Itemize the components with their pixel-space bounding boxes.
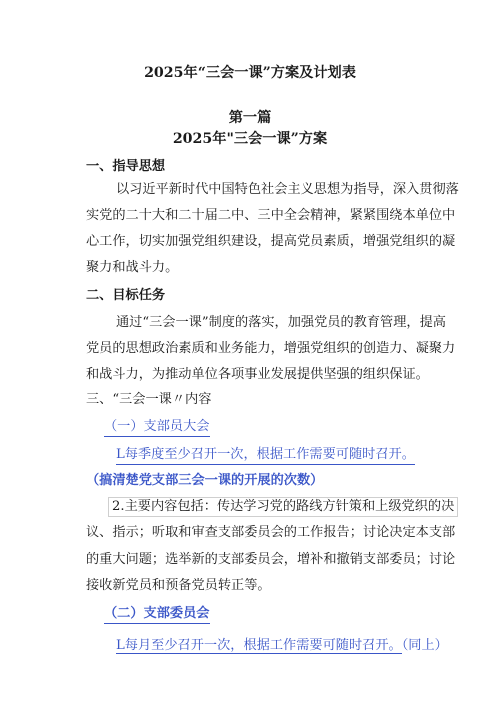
section1-line: 聚力和战斗力。	[86, 260, 179, 275]
sub1-item1: L每季度至少召开一次，根据工作需要可随时召开。	[116, 446, 415, 465]
part-title: 第一篇	[228, 110, 272, 126]
section1-line: 实党的二十大和二十届二中、三中全会精神，紧紧围绕本单位中	[86, 208, 456, 223]
sub2-title: （二）支部委员会	[104, 605, 210, 624]
sub1-title: （一）支部员大会	[104, 418, 210, 437]
section2-line: 和战斗力，为推动单位各项事业发展提供坚强的组织保证。	[86, 367, 429, 382]
section2-heading: 二、目标任务	[86, 288, 166, 303]
section2-line: 通过“三会一课”制度的落实，加强党员的教育管理，提高	[116, 315, 446, 330]
section1-heading: 一、指导思想	[86, 159, 166, 174]
sub1-item2-line: 的重大问题；选举新的支部委员会，增补和撤销支部委员；讨论	[86, 552, 456, 567]
sub1-item2-line: 议、指示；听取和审查支部委员会的工作报告；讨论决定本支部	[86, 525, 456, 540]
section1-line: 以习近平新时代中国特色社会主义思想为指导，深入贯彻落	[116, 182, 459, 197]
sub2-item1-line	[116, 637, 448, 655]
section2-line: 党员的思想政治素质和业务能力，增强党组织的创造力、凝聚力	[86, 341, 456, 356]
section3-heading: 三、“三会一课〃内容	[86, 392, 212, 407]
main-title: 2025年“三会一课”方案及计划表	[144, 65, 356, 81]
section1-line: 心工作，切实加强党组织建设，提高党员素质，增强党组织的凝	[86, 234, 456, 249]
sub1-item2-line: 接收新党员和预备党员转正等。	[86, 578, 271, 593]
sub2-item1: L每月至少召开一次，根据工作需要可随时召开。	[116, 638, 402, 653]
sub1-note: （搞清楚党支部三会一课的开展的次数）	[86, 473, 324, 488]
sub1-item2-line: 2.主要内容包括：传达学习党的路线方针策和上级党织的决	[108, 497, 458, 517]
sub2-item1-suffix: （同上）	[401, 638, 448, 653]
part-subtitle: 2025年"三会一课”方案	[172, 131, 328, 147]
